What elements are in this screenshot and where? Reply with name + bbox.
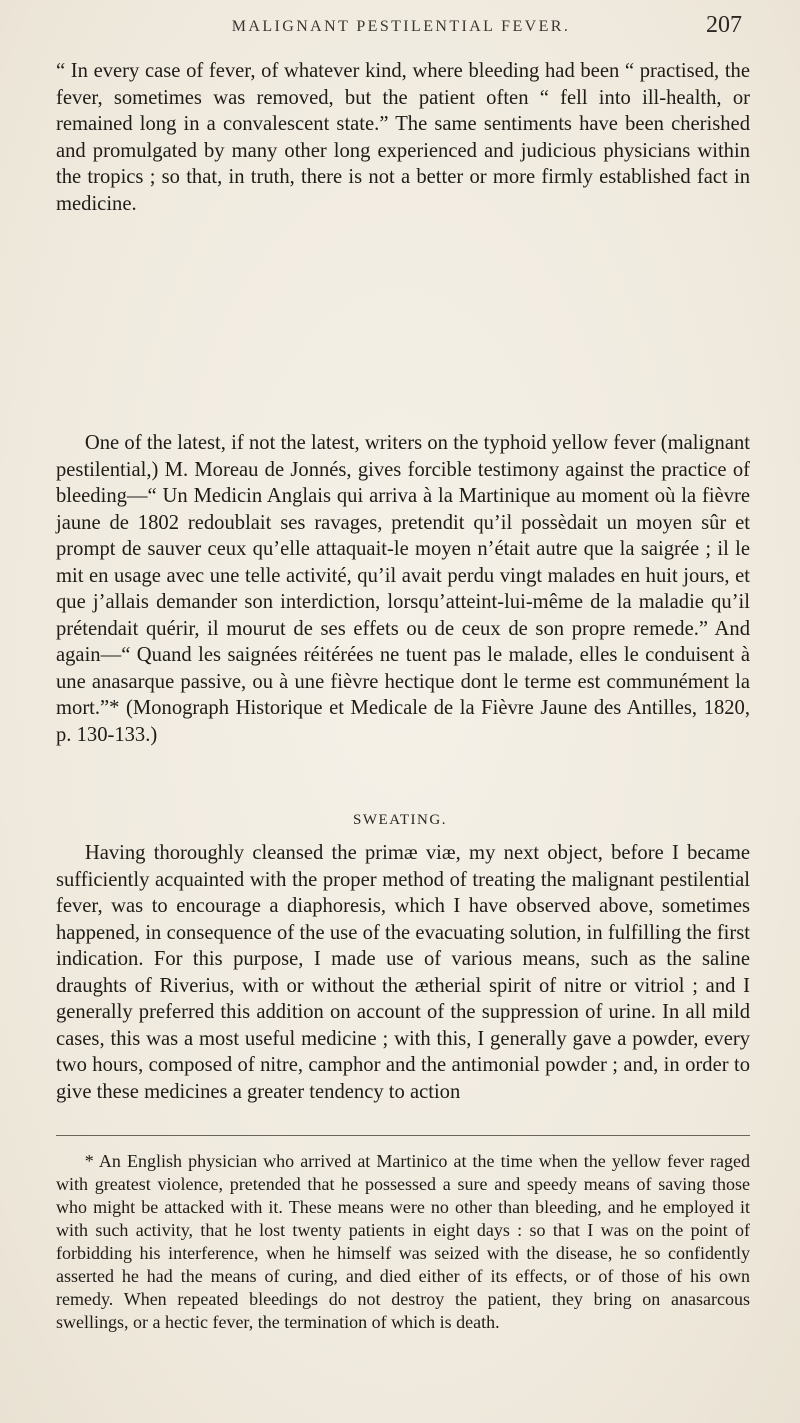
page-number: 207 [706, 12, 742, 38]
paragraph-text: “ In every case of fever, of whatever kind, where bleeding had been “ practised, the fever, sometimes was removed, but the patient often “ fell into ill-health, or remained long in a convalescent state.” The same sentiments have been cherished and promulgated by many other long experienced and judicious physicians within the tropics ; so that, in truth, there is not a better or more firmly established fact in medicine. [56, 60, 750, 215]
paragraph-moreau-de-jonnes [56, 430, 750, 748]
paragraph-sweating [56, 840, 750, 1105]
page-header [60, 12, 742, 40]
paragraph-quotation [56, 58, 750, 217]
paragraph-text: One of the latest, if not the latest, writers on the typhoid yellow fever (malignant pestilential,) M. Moreau de Jonnés, gives forcible testimony against the practice of bleeding—“ Un Medicin Anglais qui arriva à la Martinique au moment où la fièvre jaune de 1802 redoublait ses ravages, pretendit qu’il possèdait un moyen sûr et prompt de sauver ceux qu’elle attaquait-le moyen n’était autre que la saigrée ; il le mit en usage avec une telle activité, qu’il avait perdu vingt malades en huit jours, et que j’allais demander son interdiction, lorsqu’atteint-lui-même de la maladie qu’il prétendait quérir, il mourut de ses effets ou de ceux de son propre remede.” And again—“ Quand les saignées réitérées ne tuent pas le malade, elles le conduisent à une anasarque passive, ou à une fièvre hectique dont le terme est communément la mort.”* (Monograph Historique et Medicale de la Fièvre Jaune des Antilles, 1820, p. 130-133.) [56, 432, 750, 746]
footnote [56, 1150, 750, 1334]
paragraph-text: Having thoroughly cleansed the primæ viæ, my next object, before I became sufficiently acquainted with the proper method of treating the malignant pestilential fever, was to encourage a diaphoresis, which I have observed above, sometimes happened, in consequence of the use of the evacuating solution, in fulfilling the first indication. For this purpose, I made use of various means, such as the saline draughts of Riverius, with or without the ætherial spirit of nitre or vitriol ; and I generally preferred this addition on account of the suppression of urine. In all mild cases, this was a most useful medicine ; with this, I generally gave a powder, every two hours, composed of nitre, camphor and the antimonial powder ; and, in order to give these medicines a greater tendency to action [56, 842, 750, 1103]
footnote-divider [56, 1135, 750, 1136]
running-head: MALIGNANT PESTILENTIAL FEVER. [231, 18, 571, 35]
footnote-text: * An English physician who arrived at Martinico at the time when the yellow fever raged with greatest violence, pretended that he possessed a sure and speedy means of saving those who might be attacked with it. These means were no other than bleeding, and he employed it with such activity, that he lost twenty patients in eight days : so that I was on the point of forbidding his interference, when he himself was seized with the disease, he so confidently asserted he had the means of curing, and died either of its effects, or of those of his own remedy. When repeated bleedings do not destroy the patient, they bring on anasarcous swellings, or a hectic fever, the termination of which is death. [56, 1151, 750, 1332]
section-heading: SWEATING. [353, 812, 447, 828]
